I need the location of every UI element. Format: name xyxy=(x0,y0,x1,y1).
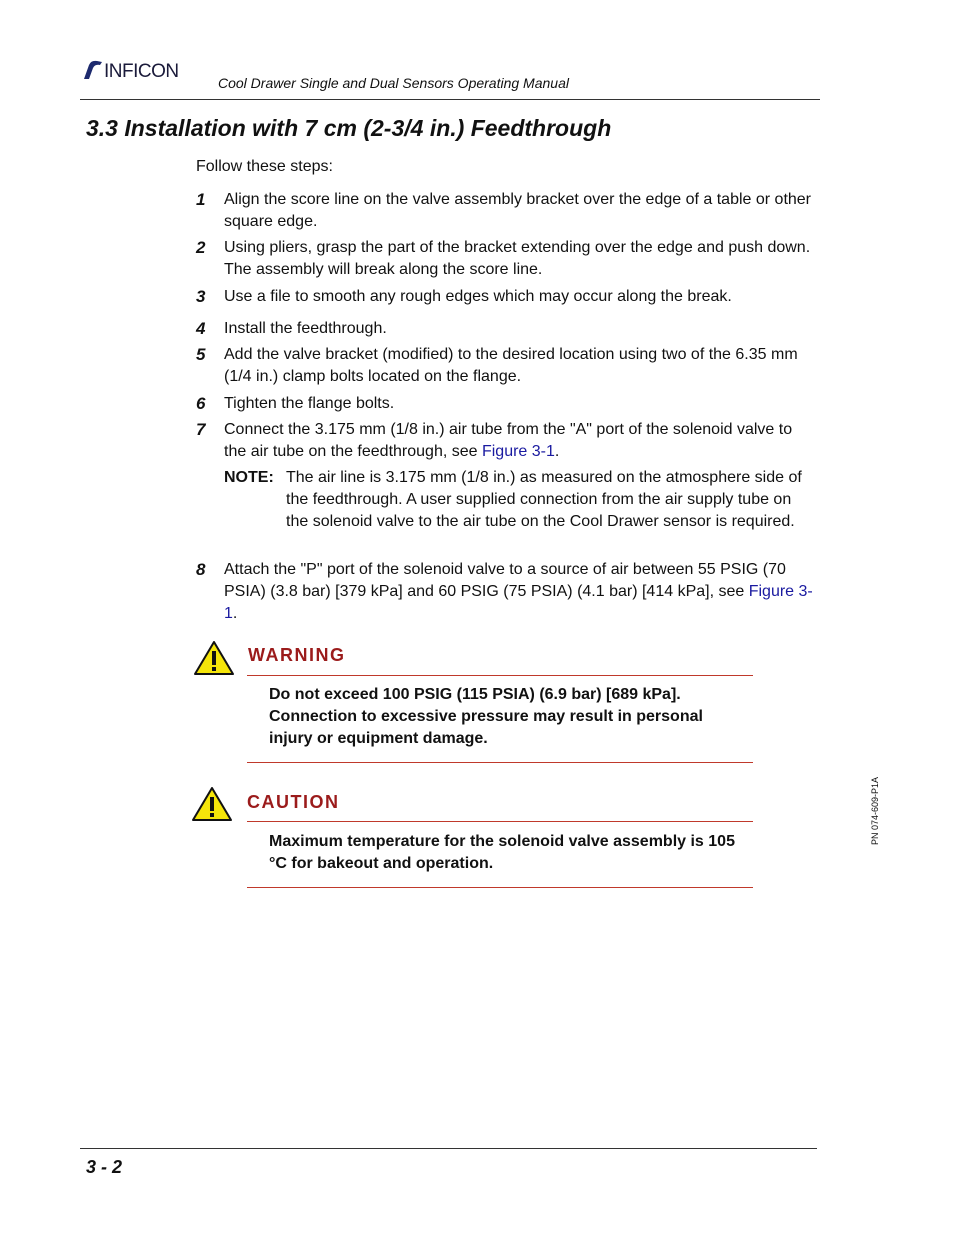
step-text: Align the score line on the valve assembly bracket over the edge of a table or other square edge. xyxy=(224,191,812,230)
note-label: NOTE: xyxy=(224,469,274,486)
step-1 xyxy=(196,189,816,233)
step-text: Add the valve bracket (modified) to the desired location using two of the 6.35 mm (1/4 in.) clamp bolts located on the flange. xyxy=(224,346,798,385)
step-number: 5 xyxy=(196,345,206,364)
step-end: . xyxy=(232,605,238,622)
part-number-label: PN 074-609-P1A xyxy=(870,776,880,846)
note-block xyxy=(224,467,816,533)
figure-link[interactable]: Figure 3-1 xyxy=(224,583,813,622)
step-number: 2 xyxy=(196,238,206,257)
step-8 xyxy=(196,559,816,625)
warning-triangle-icon xyxy=(193,640,235,676)
warning-top-rule xyxy=(247,675,753,676)
inficon-logo-icon xyxy=(82,59,104,81)
step-6 xyxy=(196,393,816,415)
step-number: 1 xyxy=(196,190,206,209)
caution-triangle-icon xyxy=(191,786,233,822)
footer-rule xyxy=(80,1148,817,1149)
header-rule xyxy=(80,99,820,100)
warning-heading: WARNING xyxy=(248,645,346,665)
step-end: . xyxy=(554,443,560,460)
figure-link[interactable]: Figure 3-1 xyxy=(481,443,555,460)
step-number: 7 xyxy=(196,420,206,439)
note-text: The air line is 3.175 mm (1/8 in.) as measured on the atmosphere side of the feedthrough. A user supplied connection from the air supply tube on the solenoid valve to the air tube on the Cool Drawer sensor is required. xyxy=(286,469,802,530)
step-5 xyxy=(196,344,816,388)
step-text xyxy=(224,559,816,625)
step-7 xyxy=(196,419,816,463)
step-text: Use a file to smooth any rough edges which may occur along the break. xyxy=(224,288,732,305)
intro-text: Follow these steps: xyxy=(196,158,333,175)
step-text: Install the feedthrough. xyxy=(224,320,387,337)
step-text: Using pliers, grasp the part of the bracket extending over the edge and push down. The assembly will break along the score line. xyxy=(224,239,811,278)
step-number: 6 xyxy=(196,394,206,413)
manual-title: Cool Drawer Single and Dual Sensors Operating Manual xyxy=(218,75,569,91)
step-number: 8 xyxy=(196,560,206,579)
step-2 xyxy=(196,237,816,281)
step-3 xyxy=(196,286,816,308)
brand-logo-text: INFICON xyxy=(104,61,179,82)
caution-text: Maximum temperature for the solenoid valve assembly is 105 °C for bakeout and operation. xyxy=(269,833,735,872)
step-number: 3 xyxy=(196,287,206,306)
step-4 xyxy=(196,318,816,340)
warning-bottom-rule xyxy=(247,762,753,763)
step-body: Attach the "P" port of the solenoid valve to a source of air between 55 PSIG (70 PSIA) (3.8 bar) [379 kPa] and 60 PSIG (75 PSIA) (4.1 bar) [414 kPa], see xyxy=(224,561,786,600)
warning-text: Do not exceed 100 PSIG (115 PSIA) (6.9 bar) [689 kPa]. Connection to excessive pressure may result in personal injury or equipment damage. xyxy=(269,686,703,747)
caution-top-rule xyxy=(247,821,753,822)
step-text: Tighten the flange bolts. xyxy=(224,395,395,412)
caution-bottom-rule xyxy=(247,887,753,888)
page-number: 3 - 2 xyxy=(86,1157,123,1177)
section-title: 3.3 Installation with 7 cm (2-3/4 in.) Feedthrough xyxy=(86,115,612,141)
step-number: 4 xyxy=(196,319,206,338)
caution-heading: CAUTION xyxy=(247,792,340,812)
step-text xyxy=(224,419,816,463)
step-body: Connect the 3.175 mm (1/8 in.) air tube from the "A" port of the solenoid valve to the air tube on the feedthrough, see xyxy=(224,421,793,460)
